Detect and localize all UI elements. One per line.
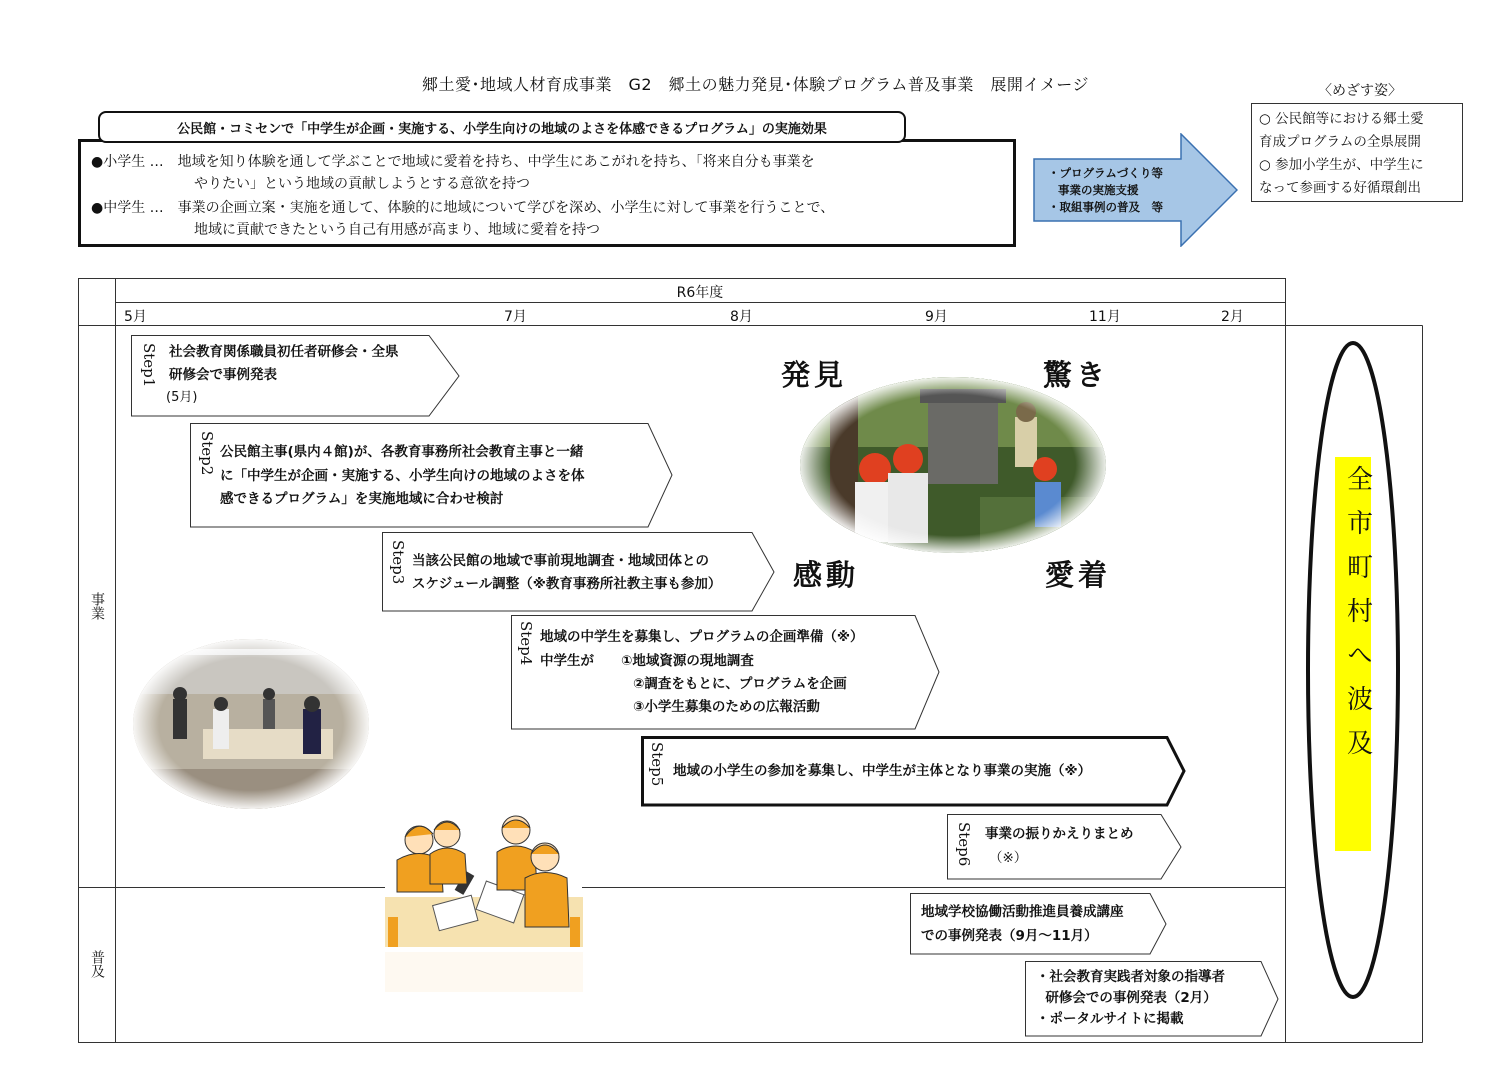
keyword-surprise: 驚き (1043, 358, 1110, 392)
step1-arrow (131, 335, 461, 417)
step-text: 公民館主事(県内４館)が、各教育事務所社会教育主事と一緒 (220, 444, 584, 460)
forest-photo (800, 377, 1106, 554)
effect-line: ●中学生 … 事業の企画立案・実施を通して、体験的に地域について学びを深め、小学生に対して事業を行うことで、 (91, 200, 835, 216)
row-label-text: 普及 (89, 950, 105, 978)
outcome-label: 全市町村へ波及 (1342, 465, 1373, 773)
step-text: 当該公民館の地域で事前現地調査・地域団体との (412, 553, 709, 569)
spread-arrow-1 (910, 893, 1168, 955)
month-label: 11月 (1089, 309, 1121, 325)
step5-arrow (641, 736, 1187, 807)
month-label: 5月 (124, 309, 147, 325)
step-label: Step6 (955, 822, 973, 867)
goal-line: ○ 公民館等における郷土愛 (1259, 111, 1424, 127)
spread-text: での事例発表（9月～11月） (921, 928, 1098, 944)
spread-text: ・社会教育実践者対象の指導者 (1036, 969, 1225, 985)
step3-arrow (382, 532, 776, 612)
page-title: 郷土愛･地域人材育成事業 G2 郷土の魅力発見･体験プログラム普及事業 展開イメージ (422, 75, 1089, 94)
step-text: ②調査をもとに、プログラムを企画 (633, 676, 847, 692)
fiscal-year: R6年度 (676, 285, 724, 301)
step-text: （※） (989, 850, 1028, 866)
step-label: Step5 (648, 742, 666, 787)
spread-text: 研修会での事例発表（2月） (1036, 990, 1217, 1006)
support-line: ・プログラムづくり等 (1048, 166, 1163, 180)
step4-arrow (511, 615, 941, 730)
spread-text: 地域学校協働活動推進員養成講座 (921, 904, 1124, 920)
meeting-photo (133, 639, 369, 809)
step-text: 研修会で事例発表 (169, 367, 277, 383)
goal-line: ○ 参加小学生が、中学生に (1259, 157, 1424, 173)
step-label: Step2 (198, 431, 216, 476)
step-text: スケジュール調整（※教育事務所社教主事も参加） (412, 576, 722, 592)
effect-line: やりたい」という地域の貢献しようとする意欲を持つ (194, 176, 530, 192)
support-line: 事業の実施支援 (1058, 183, 1139, 197)
step6-arrow (947, 814, 1183, 880)
month-label: 2月 (1221, 309, 1244, 325)
step-text: 事業の振りかえりまとめ (985, 826, 1134, 842)
row-label-fukyu (78, 950, 116, 982)
step2-arrow (190, 423, 674, 528)
effect-heading: 公民館・コミセンで「中学生が企画・実施する、小学生向けの地域のよさを体感できるプログラム」の実施効果 (98, 111, 906, 143)
step-text: 感できるプログラム」を実施地域に合わせ検討 (220, 491, 504, 507)
step-label: Step3 (389, 540, 407, 585)
goal-heading: 〈めざす姿〉 (1318, 83, 1402, 99)
keyword-emotion: 感動 (793, 558, 860, 592)
goal-line: 育成プログラムの全県展開 (1259, 134, 1421, 150)
step-text: 中学生が ①地域資源の現地調査 (540, 653, 754, 669)
keyword-attachment: 愛着 (1045, 558, 1112, 592)
students-illustration (385, 812, 583, 992)
step-text: 地域の中学生を募集し、プログラムの企画準備（※） (540, 629, 864, 645)
effect-line: 地域に貢献できたという自己有用感が高まり、地域に愛着を持つ (194, 222, 600, 238)
month-label: 7月 (504, 309, 527, 325)
month-label: 9月 (925, 309, 948, 325)
step-text: に「中学生が企画・実施する、小学生向けの地域のよさを体 (220, 468, 585, 484)
step-label: Step4 (517, 621, 535, 666)
step-text: (5月) (166, 390, 198, 405)
step-text: 社会教育関係職員初任者研修会・全県 (169, 344, 399, 360)
step-label: Step1 (140, 343, 158, 388)
row-label-jigyo (78, 592, 116, 624)
row-label-text: 事業 (89, 592, 105, 620)
outcome-text (1335, 465, 1371, 788)
step-text: ③小学生募集のための広報活動 (633, 699, 820, 715)
step-text: 地域の小学生の参加を募集し、中学生が主体となり事業の実施（※） (673, 763, 1092, 779)
support-line: ・取組事例の普及 等 (1048, 200, 1163, 214)
effect-line: ●小学生 … 地域を知り体験を通して学ぶことで地域に愛着を持ち、中学生にあこがれを持ち、「将来自分も事業を (91, 154, 815, 170)
month-label: 8月 (730, 309, 753, 325)
goal-line: なって参画する好循環創出 (1259, 180, 1421, 196)
spread-text: ・ポータルサイトに掲載 (1036, 1011, 1184, 1027)
keyword-discovery: 発見 (781, 358, 848, 392)
spread-arrow-2 (1025, 961, 1280, 1037)
